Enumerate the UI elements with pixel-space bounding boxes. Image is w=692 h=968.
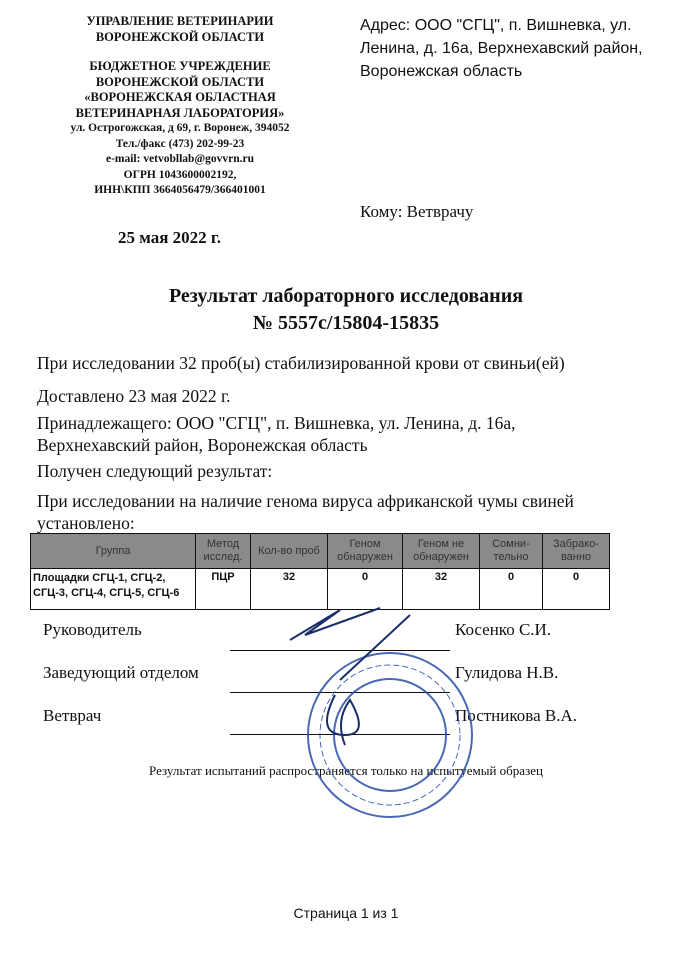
letterhead-line: ВЕТЕРИНАРНАЯ ЛАБОРАТОРИЯ»	[75, 105, 285, 120]
address: Адрес: ООО "СГЦ", п. Вишневка, ул. Ленина, д. 16а, Верхнехавский район, Воронежская область	[360, 17, 643, 80]
table-header-row	[31, 534, 610, 569]
footer-note: Результат испытаний распространяется только на испытуемый образец	[149, 763, 543, 778]
signature-name: Косенко С.И.	[455, 620, 552, 639]
letterhead-line: ул. Острогожская, д 69, г. Воронеж, 394052	[70, 122, 290, 134]
letterhead-line: Тел./факс (473) 202-99-23	[115, 137, 245, 150]
stamp-icon	[308, 653, 472, 817]
letterhead-line: e-mail: vetvobllab@govvrn.ru	[105, 153, 255, 165]
body-p1: При исследовании 32 проб(ы) стабилизированной крови от свиньи(ей)	[37, 353, 565, 373]
body-p4: Получен следующий результат:	[37, 461, 273, 481]
body-p5: При исследовании на наличие генома вируса африканской чумы свиней установлено:	[37, 491, 574, 533]
body-p2: Доставлено 23 мая 2022 г.	[37, 386, 231, 406]
cell-detected: 0	[328, 569, 403, 610]
cell-group: Площадки СГЦ-1, СГЦ-2, СГЦ-3, СГЦ-4, СГЦ-5, СГЦ-6	[31, 569, 196, 610]
cell-count: 32	[251, 569, 328, 610]
signature-role: Ветврач	[43, 706, 102, 725]
col-header: Геном не обнаружен	[403, 534, 480, 569]
letterhead-line: ОГРН 1043600002192,	[123, 168, 237, 181]
signature-name: Постникова В.А.	[455, 706, 577, 725]
results-table	[30, 533, 610, 610]
col-header: Сомни-тельно	[480, 534, 543, 569]
col-header: Кол-во проб	[251, 534, 328, 569]
cell-doubtful: 0	[480, 569, 543, 610]
document-date: 25 мая 2022 г.	[118, 228, 221, 247]
col-header: Забрако-ванно	[543, 534, 610, 569]
col-header: Метод исслед.	[196, 534, 251, 569]
col-header: Группа	[31, 534, 196, 569]
signature-role: Заведующий отделом	[43, 663, 199, 682]
signature-role: Руководитель	[43, 620, 142, 639]
col-header: Геном обнаружен	[328, 534, 403, 569]
document-title	[0, 283, 692, 337]
letterhead-line: БЮДЖЕТНОЕ УЧРЕЖДЕНИЕ	[89, 59, 271, 73]
title-line: Результат лабораторного исследования	[168, 285, 524, 307]
letterhead	[40, 14, 320, 199]
letterhead-line: «ВОРОНЕЖСКАЯ ОБЛАСТНАЯ	[84, 90, 276, 104]
letterhead-line: ИНН\КПП 3664056479/366401001	[94, 184, 266, 196]
letterhead-line: УПРАВЛЕНИЕ ВЕТЕРИНАРИИ	[86, 14, 274, 28]
cell-rejected: 0	[543, 569, 610, 610]
cell-method: ПЦР	[196, 569, 251, 610]
letterhead-line: ВОРОНЕЖСКОЙ ОБЛАСТИ	[95, 74, 265, 89]
signature-name: Гулидова Н.В.	[455, 663, 559, 682]
body-p3: Принадлежащего: ООО "СГЦ", п. Вишневка, ул. Ленина, д. 16а, Верхнехавский район, Воронежская область	[37, 413, 516, 455]
recipient: Кому: Ветврачу	[360, 202, 474, 221]
document-number: № 5557с/15804-15835	[252, 312, 440, 334]
letterhead-line: ВОРОНЕЖСКОЙ ОБЛАСТИ	[95, 29, 265, 44]
page-number: Страница 1 из 1	[293, 905, 399, 921]
stamp-and-signature	[280, 600, 500, 830]
cell-not-detected: 32	[403, 569, 480, 610]
